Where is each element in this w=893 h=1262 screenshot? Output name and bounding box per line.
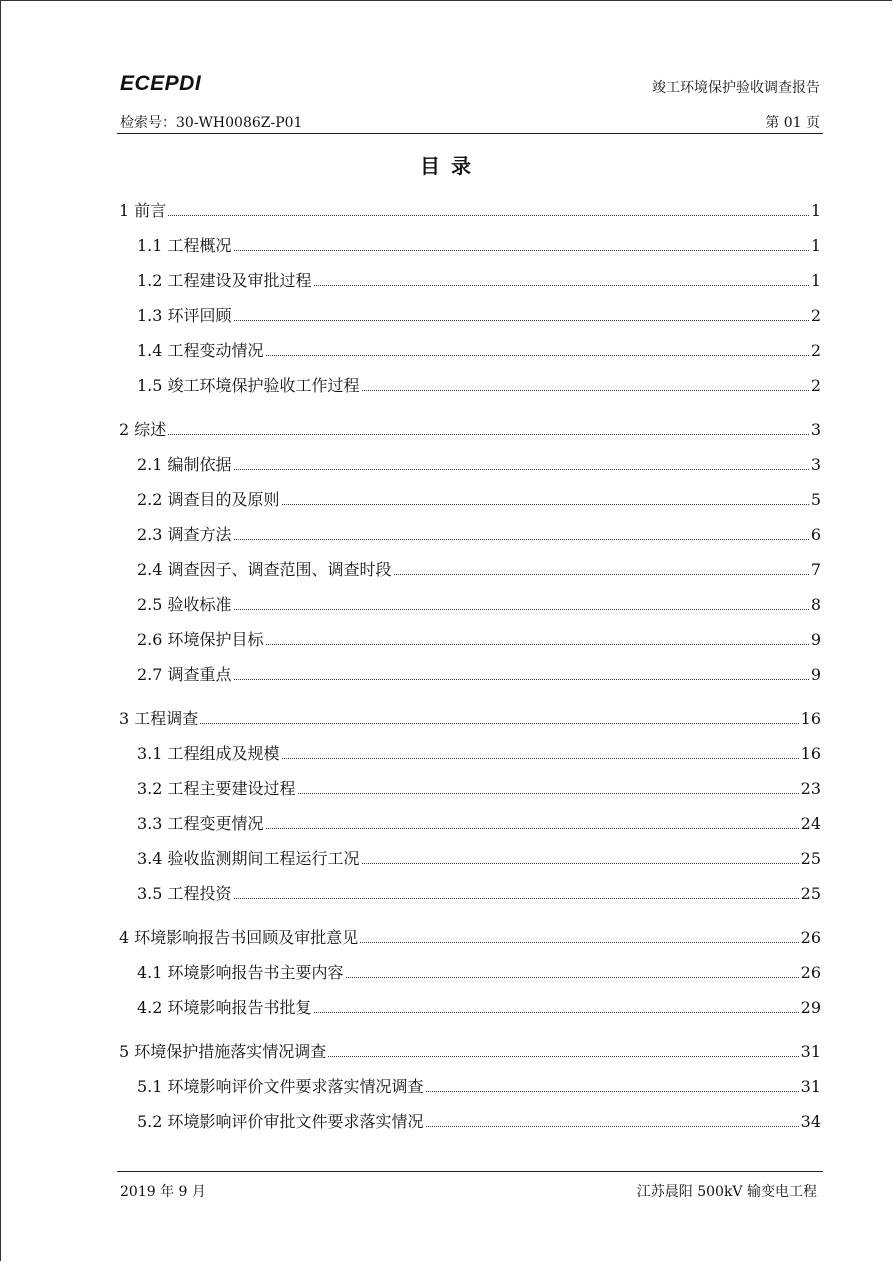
toc-entry[interactable] — [119, 650, 821, 685]
toc-leader-dots — [234, 679, 809, 680]
header-divider — [117, 133, 823, 134]
toc-leader-dots — [168, 434, 809, 435]
toc-entry[interactable] — [119, 834, 821, 869]
toc-entry[interactable] — [119, 764, 821, 799]
toc-leader-dots — [266, 644, 809, 645]
toc-entry[interactable] — [119, 869, 821, 904]
toc-leader-dots — [234, 250, 809, 251]
toc-entry-page: 2 — [810, 341, 821, 360]
toc-entry-label: 2 综述 — [119, 420, 167, 439]
table-of-contents — [119, 186, 821, 1132]
toc-leader-dots — [234, 539, 809, 540]
toc-leader-dots — [362, 863, 799, 864]
toc-entry[interactable] — [119, 615, 821, 650]
toc-entry-label: 2.3 调查方法 — [137, 525, 232, 544]
report-title: 竣工环境保护验收调查报告 — [652, 80, 820, 96]
toc-entry[interactable] — [119, 291, 821, 326]
toc-entry-page: 8 — [810, 595, 821, 614]
toc-leader-dots — [282, 504, 809, 505]
toc-heading: 目 录 — [420, 154, 473, 178]
footer-divider — [117, 1171, 823, 1172]
toc-entry[interactable] — [119, 326, 821, 361]
toc-entry-page: 9 — [810, 630, 821, 649]
footer-date: 2019 年 9 月 — [120, 1184, 206, 1200]
toc-leader-dots — [234, 898, 799, 899]
footer-project-name: 江苏晨阳 500kV 输变电工程 — [636, 1184, 817, 1200]
toc-entry-page: 26 — [800, 963, 821, 982]
toc-entry-page: 3 — [810, 455, 821, 474]
toc-entry-label: 3.4 验收监测期间工程运行工况 — [137, 849, 360, 868]
toc-entry-page: 16 — [800, 744, 821, 763]
toc-entry[interactable] — [119, 440, 821, 475]
toc-entry-label: 5 环境保护措施落实情况调查 — [119, 1042, 327, 1061]
toc-entry-page: 31 — [800, 1042, 821, 1061]
toc-entry[interactable] — [119, 799, 821, 834]
page-number: 第 01 页 — [765, 115, 820, 131]
toc-entry[interactable] — [119, 186, 821, 221]
index-number: 检索号：30-WH0086Z-P01 — [120, 115, 303, 131]
toc-entry-page: 7 — [810, 560, 821, 579]
toc-leader-dots — [346, 977, 799, 978]
toc-entry-page: 9 — [810, 665, 821, 684]
toc-entry-label: 3.5 工程投资 — [137, 884, 232, 903]
toc-entry[interactable] — [119, 1062, 821, 1097]
company-logo: ECEPDI — [120, 72, 202, 95]
toc-entry-label: 3.3 工程变更情况 — [137, 814, 264, 833]
toc-entry[interactable] — [119, 1027, 821, 1062]
toc-entry-page: 1 — [810, 236, 821, 255]
toc-entry-label: 4 环境影响报告书回顾及审批意见 — [119, 928, 359, 947]
toc-entry[interactable] — [119, 361, 821, 396]
toc-leader-dots — [298, 793, 799, 794]
toc-entry-label: 3 工程调查 — [119, 709, 199, 728]
toc-entry[interactable] — [119, 545, 821, 580]
toc-entry[interactable] — [119, 580, 821, 615]
toc-entry-page: 34 — [800, 1112, 821, 1131]
toc-entry-label: 1.4 工程变动情况 — [137, 341, 264, 360]
toc-leader-dots — [328, 1056, 798, 1057]
toc-entry-label: 1.2 工程建设及审批过程 — [137, 271, 312, 290]
toc-entry-label: 1.3 环评回顾 — [137, 306, 232, 325]
toc-entry[interactable] — [119, 729, 821, 764]
toc-entry[interactable] — [119, 256, 821, 291]
toc-entry-label: 2.7 调查重点 — [137, 665, 232, 684]
toc-entry[interactable] — [119, 475, 821, 510]
toc-entry-label: 4.2 环境影响报告书批复 — [137, 998, 312, 1017]
toc-entry-page: 24 — [800, 814, 821, 833]
toc-entry-page: 31 — [800, 1077, 821, 1096]
toc-entry-label: 5.1 环境影响评价文件要求落实情况调查 — [137, 1077, 424, 1096]
toc-leader-dots — [234, 320, 809, 321]
toc-leader-dots — [394, 574, 809, 575]
toc-entry-page: 25 — [800, 849, 821, 868]
toc-leader-dots — [426, 1126, 799, 1127]
toc-leader-dots — [234, 609, 809, 610]
toc-entry[interactable] — [119, 913, 821, 948]
toc-leader-dots — [360, 942, 798, 943]
toc-entry-page: 3 — [810, 420, 821, 439]
toc-entry-page: 29 — [800, 998, 821, 1017]
toc-entry-page: 1 — [810, 271, 821, 290]
toc-leader-dots — [314, 285, 809, 286]
toc-leader-dots — [282, 758, 799, 759]
toc-entry[interactable] — [119, 694, 821, 729]
toc-entry[interactable] — [119, 1097, 821, 1132]
toc-entry-page: 26 — [800, 928, 821, 947]
toc-entry[interactable] — [119, 983, 821, 1018]
toc-leader-dots — [362, 390, 809, 391]
toc-entry-page: 25 — [800, 884, 821, 903]
toc-entry-label: 2.4 调查因子、调查范围、调查时段 — [137, 560, 392, 579]
toc-leader-dots — [200, 723, 798, 724]
toc-entry-page: 16 — [800, 709, 821, 728]
toc-leader-dots — [234, 469, 809, 470]
toc-entry-label: 2.5 验收标准 — [137, 595, 232, 614]
toc-leader-dots — [266, 828, 799, 829]
toc-entry-label: 3.2 工程主要建设过程 — [137, 779, 296, 798]
toc-entry[interactable] — [119, 510, 821, 545]
toc-entry[interactable] — [119, 948, 821, 983]
toc-entry-label: 4.1 环境影响报告书主要内容 — [137, 963, 344, 982]
toc-entry-label: 5.2 环境影响评价审批文件要求落实情况 — [137, 1112, 424, 1131]
toc-entry-label: 1 前言 — [119, 201, 167, 220]
toc-entry[interactable] — [119, 221, 821, 256]
toc-entry-label: 2.2 调查目的及原则 — [137, 490, 280, 509]
toc-entry-label: 2.1 编制依据 — [137, 455, 232, 474]
toc-entry-label: 1.1 工程概况 — [137, 236, 232, 255]
toc-leader-dots — [314, 1012, 799, 1013]
toc-entry-page: 23 — [800, 779, 821, 798]
toc-entry-label: 2.6 环境保护目标 — [137, 630, 264, 649]
toc-entry[interactable] — [119, 405, 821, 440]
toc-leader-dots — [168, 215, 809, 216]
toc-leader-dots — [426, 1091, 799, 1092]
toc-entry-page: 6 — [810, 525, 821, 544]
toc-entry-page: 2 — [810, 306, 821, 325]
toc-entry-page: 5 — [810, 490, 821, 509]
toc-entry-page: 1 — [810, 201, 821, 220]
toc-leader-dots — [266, 355, 809, 356]
toc-entry-label: 3.1 工程组成及规模 — [137, 744, 280, 763]
toc-entry-label: 1.5 竣工环境保护验收工作过程 — [137, 376, 360, 395]
toc-entry-page: 2 — [810, 376, 821, 395]
